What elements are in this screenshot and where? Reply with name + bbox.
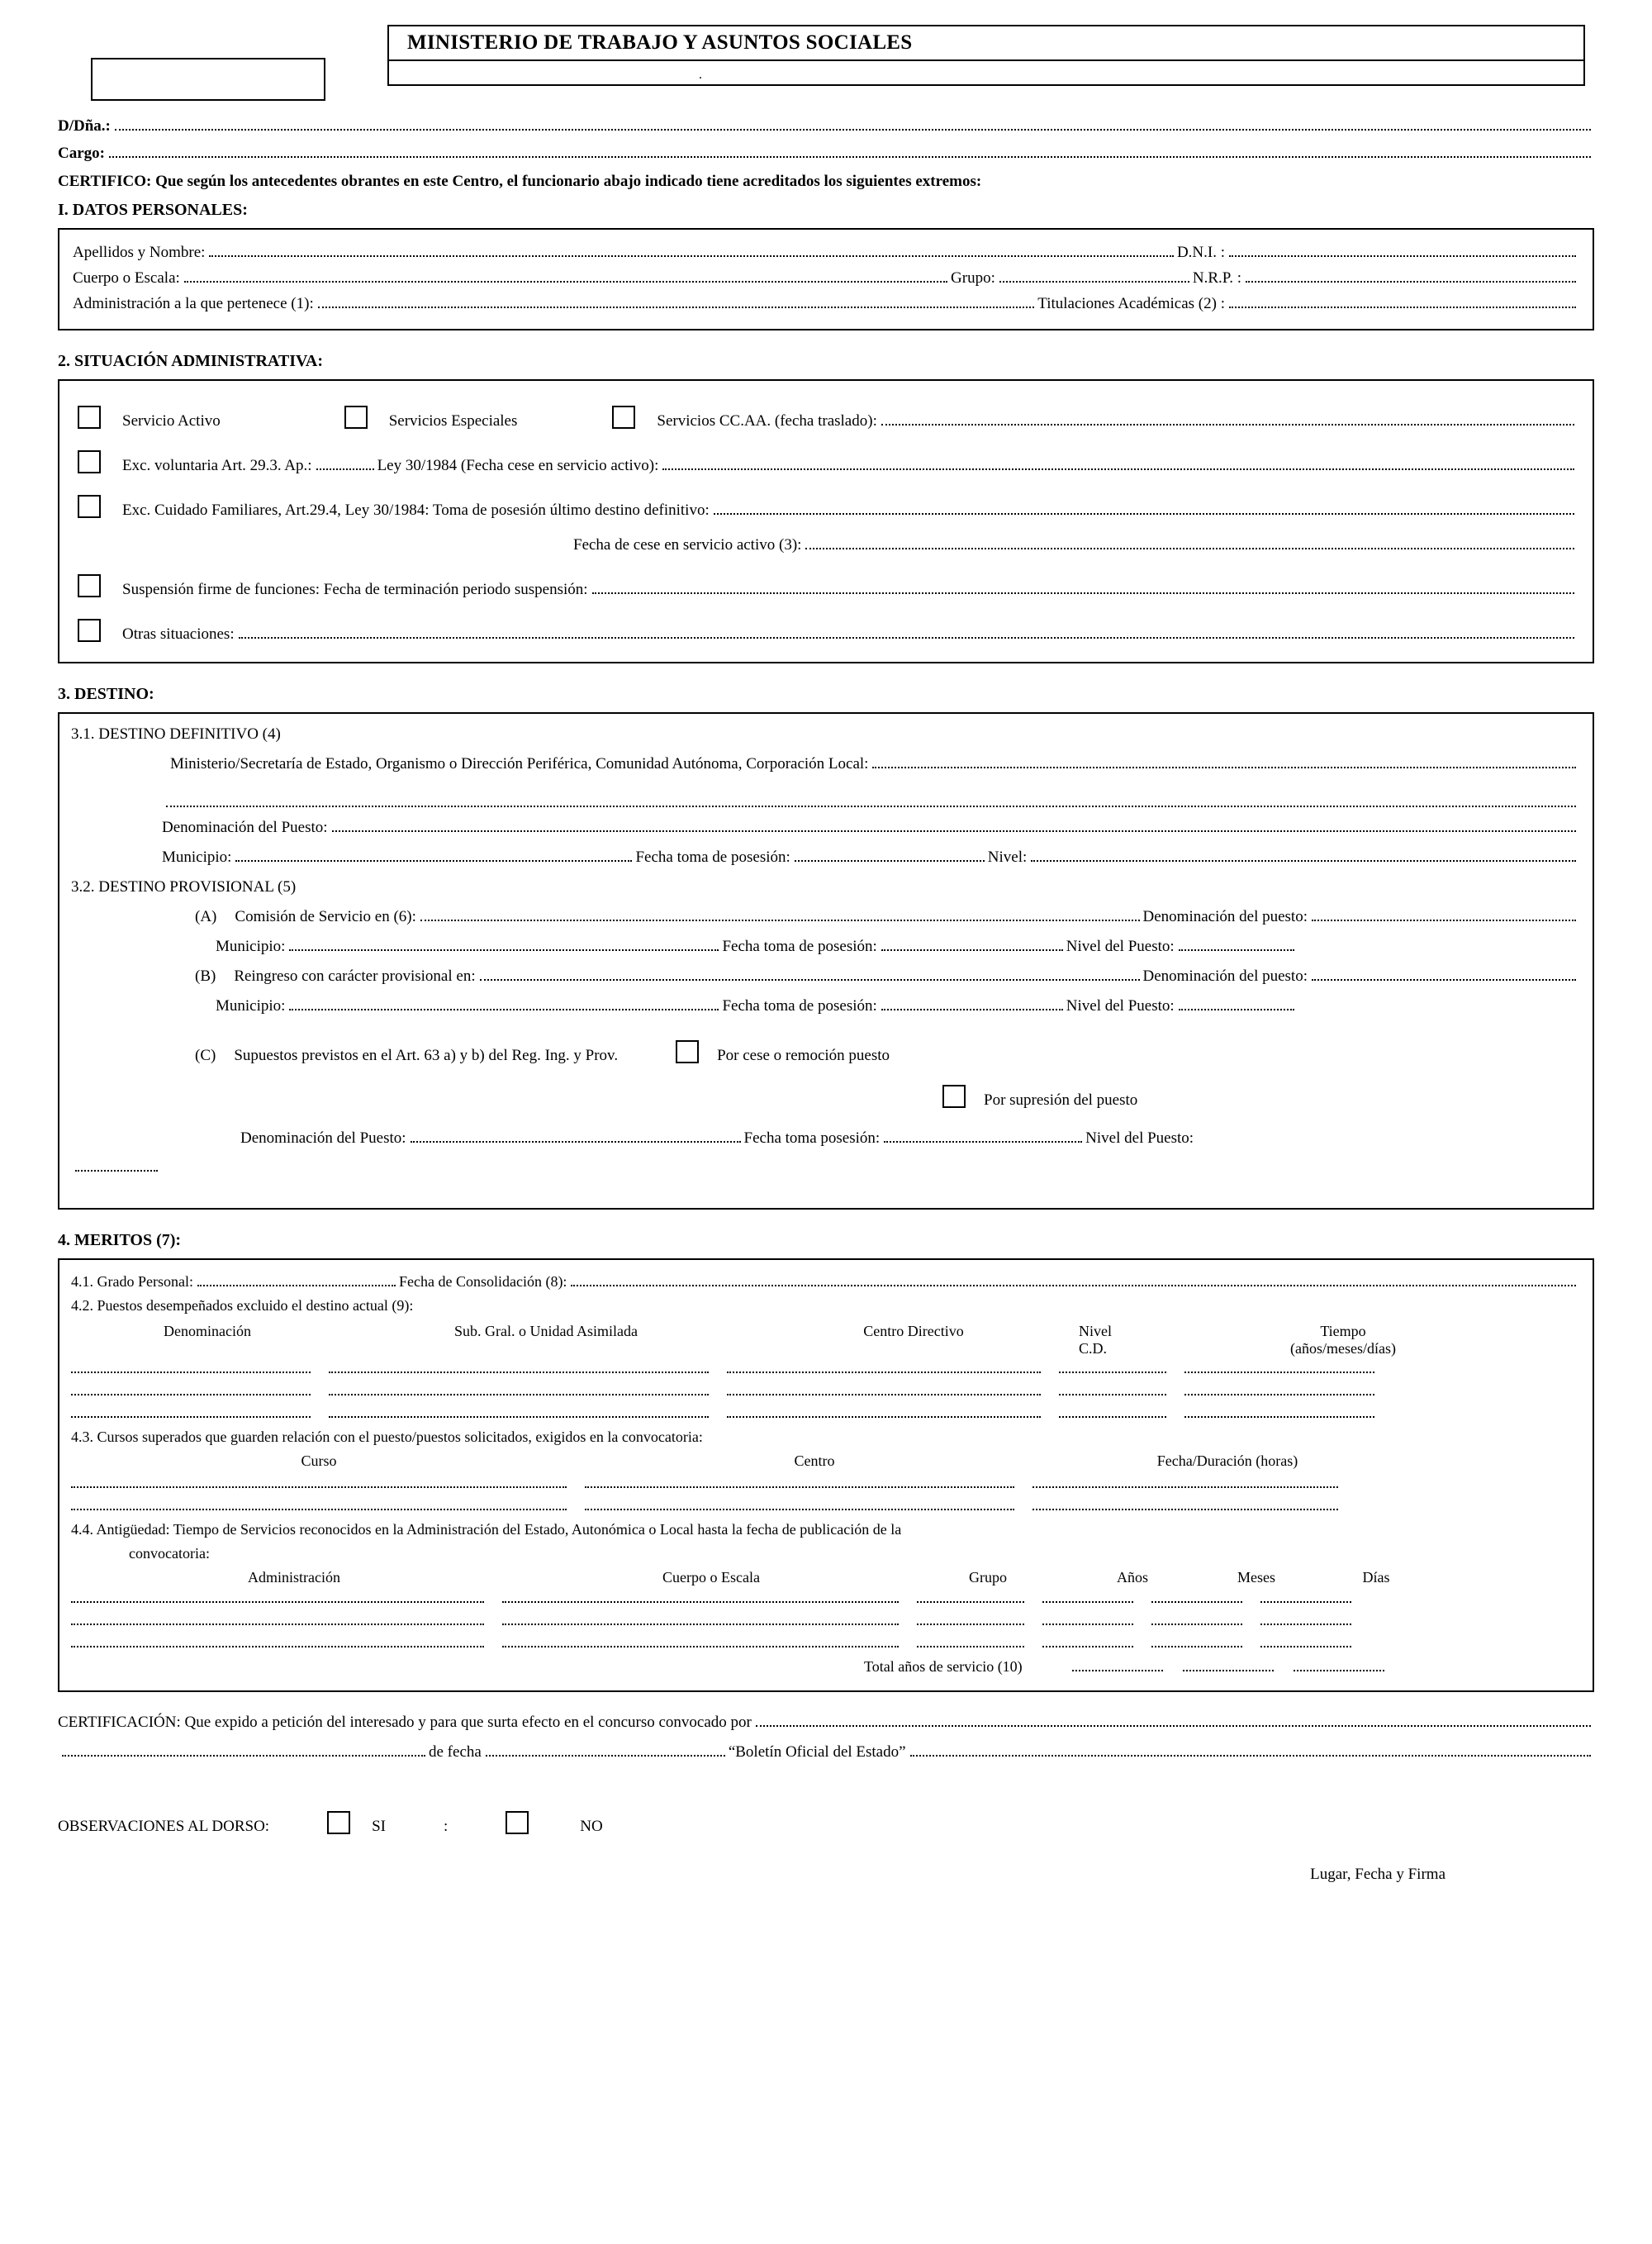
col-denominacion: Denominación (164, 1323, 251, 1339)
col-tiempo-l2: (años/meses/días) (1290, 1339, 1396, 1357)
label-exc-voluntaria: Exc. voluntaria Art. 29.3. Ap.: (122, 457, 312, 474)
cell-meses[interactable] (1151, 1591, 1242, 1603)
cell-denominacion[interactable] (71, 1406, 311, 1418)
administracion-label: Administración a la que pertenece (1): (73, 295, 314, 312)
administracion-row (73, 295, 1579, 313)
col-nivel-cd (1079, 1323, 1227, 1357)
meritos-44-label: 4.4. Antigüedad: Tiempo de Servicios reconocidos en la Administración del Estado, Autonómica o Local hasta la fecha de publicación de la (71, 1521, 902, 1538)
de-fecha-label: de fecha (429, 1743, 482, 1761)
checkbox-exc-cuidado[interactable] (78, 495, 101, 518)
destino-32b-municipio-row (71, 997, 1579, 1015)
col-fecha-duracion: Fecha/Duración (horas) (1156, 1452, 1298, 1470)
destino-32a-fecha-input[interactable] (881, 939, 1063, 951)
destino-32a-denominacion-input[interactable] (1312, 909, 1576, 921)
destino-31-municipio-row (71, 849, 1579, 867)
meritos-total-label: Total años de servicio (10) (864, 1658, 1023, 1676)
destino-32a-row (71, 908, 1579, 926)
ministry-title-box (387, 25, 1585, 61)
checkbox-otras-situaciones[interactable] (78, 619, 101, 642)
destino-32c-denominacion-row (71, 1129, 1579, 1148)
checkbox-exc-voluntaria[interactable] (78, 450, 101, 473)
meritos-44-row-1[interactable] (71, 1591, 1579, 1603)
nrp-input[interactable] (1246, 270, 1576, 283)
meritos-42-row-3[interactable] (71, 1406, 1579, 1418)
section-destino-title: 3. DESTINO: (58, 685, 154, 703)
cell-nivel-cd[interactable] (1059, 1362, 1166, 1373)
servicios-ccaa-input[interactable] (881, 413, 1574, 426)
cell-dias[interactable] (1260, 1636, 1351, 1647)
ddna-label: D/Dña.: (58, 117, 111, 135)
meritos-44-label2: convocatoria: (129, 1545, 210, 1562)
destino-32b-text: Reingreso con carácter provisional en: (234, 967, 476, 985)
destino-32a-municipio-row (71, 938, 1579, 956)
meritos-42-colheaders (71, 1323, 1579, 1357)
checkbox-suspension[interactable] (78, 574, 101, 597)
cell-cuerpo-escala[interactable] (502, 1636, 899, 1647)
destino-31-ministerio-row2 (71, 795, 1579, 807)
destino-32b-input[interactable] (480, 968, 1140, 981)
destino-32a-label: (A) (195, 908, 217, 925)
ministry-title: MINISTERIO DE TRABAJO Y ASUNTOS SOCIALES (407, 31, 913, 54)
label-por-supresion: Por supresión del puesto (984, 1091, 1138, 1109)
boletin-label: “Boletín Oficial del Estado” (728, 1743, 906, 1761)
col-curso: Curso (301, 1452, 337, 1470)
cell-centro-directivo[interactable] (727, 1406, 1041, 1418)
col-centro-directivo: Centro Directivo (863, 1323, 964, 1339)
checkbox-observaciones-no[interactable] (506, 1811, 529, 1834)
meritos-42-label: 4.2. Puestos desempeñados excluido el destino actual (9): (71, 1297, 414, 1314)
col-grupo: Grupo (969, 1569, 1007, 1586)
meritos-41-fecha-input[interactable] (571, 1274, 1576, 1286)
col-subgral: Sub. Gral. o Unidad Asimilada (454, 1323, 638, 1339)
destino-32c-row2 (71, 1082, 1579, 1110)
destino-31-nivel-label: Nivel: (987, 849, 1028, 866)
col-centro: Centro (794, 1452, 835, 1470)
cell-grupo[interactable] (917, 1636, 1024, 1647)
checkbox-servicios-ccaa[interactable] (612, 406, 635, 429)
destino-32a-nivel-input[interactable] (1179, 939, 1294, 951)
cell-tiempo[interactable] (1184, 1362, 1374, 1373)
destino-31-ministerio-row (71, 755, 1579, 773)
ddna-row (58, 117, 1594, 135)
col-tiempo (1227, 1323, 1459, 1357)
situacion-row-6 (78, 616, 1578, 644)
checkbox-observaciones-si[interactable] (327, 1811, 350, 1834)
destino-32c-denominacion-input[interactable] (411, 1130, 741, 1143)
document-header (91, 25, 1594, 99)
destino-31-municipio-input[interactable] (235, 849, 632, 862)
label-servicio-activo: Servicio Activo (122, 412, 221, 430)
label-exc-cuidado: Exc. Cuidado Familiares, Art.29.4, Ley 30/1984: Toma de posesión último destino definitivo: (122, 502, 710, 519)
col-cuerpo-escala: Cuerpo o Escala (662, 1569, 760, 1586)
cuerpo-label: Cuerpo o Escala: (73, 269, 180, 287)
situacion-row-5 (78, 571, 1578, 599)
destino-32a-input[interactable] (420, 909, 1140, 921)
cargo-input[interactable] (109, 145, 1591, 158)
apellidos-label: Apellidos y Nombre: (73, 244, 206, 261)
cargo-label: Cargo: (58, 145, 105, 162)
meritos-41-grado-input[interactable] (197, 1274, 396, 1286)
label-por-cese-remocion: Por cese o remoción puesto (717, 1047, 890, 1064)
otras-situaciones-input[interactable] (239, 626, 1574, 639)
titulaciones-label: Titulaciones Académicas (2) : (1037, 295, 1225, 312)
certificacion-final-label: CERTIFICACIÓN: Que expido a petición del interesado y para que surta efecto en el concurso convocado por (58, 1714, 752, 1732)
label-otras-situaciones: Otras situaciones: (122, 625, 235, 643)
de-fecha-input[interactable] (486, 1744, 725, 1757)
label-servicios-especiales: Servicios Especiales (388, 412, 518, 430)
certifico-text: CERTIFICO: Que según los antecedentes obrantes en este Centro, el funcionario abajo indicado tiene acreditados los siguientes extremos: (58, 173, 982, 190)
destino-31-denominacion-input[interactable] (332, 820, 1576, 832)
destino-32c-nivel-label: Nivel del Puesto: (1085, 1129, 1194, 1147)
destino-31-fecha-label: Fecha toma de posesión: (635, 849, 790, 866)
destino-32c-label: (C) (195, 1047, 216, 1064)
cell-denominacion[interactable] (71, 1362, 311, 1373)
meritos-44-row2 (71, 1545, 1579, 1562)
cuerpo-row (73, 269, 1579, 288)
destino-32c-row (71, 1037, 1579, 1065)
meritos-43-label: 4.3. Cursos superados que guarden relación con el puesto/puestos solicitados, exigidos en la convocatoria: (71, 1429, 703, 1446)
certificacion-final-input[interactable] (756, 1714, 1591, 1727)
col-nivel-cd-l1: Nivel (1079, 1323, 1112, 1339)
fecha-cese-input[interactable] (805, 537, 1574, 549)
cell-subgral[interactable] (329, 1384, 709, 1395)
meritos-43-colheaders (71, 1452, 1579, 1470)
apellidos-row (73, 244, 1579, 262)
destino-32a-text: Comisión de Servicio en (6): (235, 908, 416, 925)
col-administracion: Administración (248, 1569, 340, 1586)
destino-32c-denominacion-label: Denominación del Puesto: (240, 1129, 406, 1147)
section-datos-personales-title: I. DATOS PERSONALES: (58, 201, 248, 219)
meritos-total-dias-input[interactable] (1294, 1659, 1384, 1671)
meritos-44-colheaders (71, 1569, 1579, 1586)
subbox-dot: . (699, 68, 702, 82)
checkbox-servicios-especiales[interactable] (344, 406, 368, 429)
cell-curso[interactable] (71, 1499, 567, 1510)
destino-32a-municipio-label: Municipio: (216, 938, 286, 955)
destino-32a-fecha-label: Fecha toma de posesión: (722, 938, 877, 955)
certificacion-fecha-row (58, 1743, 1594, 1761)
cell-meses[interactable] (1151, 1614, 1242, 1625)
ministry-subbox (387, 61, 1585, 86)
cell-grupo[interactable] (917, 1614, 1024, 1625)
destino-32c-fecha-input[interactable] (884, 1130, 1082, 1143)
cell-denominacion[interactable] (71, 1384, 311, 1395)
label-observaciones-no: NO (580, 1818, 603, 1836)
exc-voluntaria-fecha-input[interactable] (662, 458, 1574, 470)
cell-cuerpo-escala[interactable] (502, 1614, 899, 1625)
destino-31-municipio-label: Municipio: (162, 849, 232, 866)
cell-fecha-duracion[interactable] (1032, 1476, 1338, 1488)
destino-32b-row (71, 967, 1579, 986)
cell-anos[interactable] (1042, 1614, 1133, 1625)
col-tiempo-l1: Tiempo (1320, 1323, 1366, 1339)
destino-32c-trailing-row (71, 1159, 1579, 1172)
checkbox-por-supresion[interactable] (942, 1085, 966, 1108)
col-nivel-cd-l2: C.D. (1079, 1339, 1108, 1357)
cell-centro[interactable] (585, 1499, 1014, 1510)
destino-32c-text: Supuestos previstos en el Art. 63 a) y b) del Reg. Ing. y Prov. (234, 1047, 619, 1064)
meritos-44-row (71, 1521, 1579, 1538)
cell-dias[interactable] (1260, 1614, 1351, 1625)
destino-31-denominacion-label: Denominación del Puesto: (162, 819, 328, 836)
cell-subgral[interactable] (329, 1362, 709, 1373)
meritos-41-fecha-label: Fecha de Consolidación (8): (398, 1273, 567, 1290)
destino-box (58, 712, 1594, 1210)
cell-anos[interactable] (1042, 1591, 1133, 1603)
destino-31-title-row (71, 725, 1579, 744)
meritos-total-meses-input[interactable] (1183, 1659, 1274, 1671)
destino-32c-fecha-label: Fecha toma posesión: (743, 1129, 881, 1147)
destino-32b-label: (B) (195, 967, 216, 985)
dni-input[interactable] (1229, 245, 1576, 257)
cell-centro-directivo[interactable] (727, 1362, 1041, 1373)
checkbox-por-cese-remocion[interactable] (676, 1040, 699, 1063)
cell-dias[interactable] (1260, 1591, 1351, 1603)
destino-32-title-row (71, 878, 1579, 896)
destino-32b-denominacion-input[interactable] (1312, 968, 1576, 981)
destino-32b-fecha-label: Fecha toma de posesión: (722, 997, 877, 1015)
cell-meses[interactable] (1151, 1636, 1242, 1647)
cell-tiempo[interactable] (1184, 1406, 1374, 1418)
meritos-44-row-3[interactable] (71, 1636, 1579, 1647)
destino-32b-denominacion-label: Denominación del puesto: (1142, 967, 1308, 985)
meritos-43-row (71, 1429, 1579, 1446)
apellidos-input[interactable] (209, 245, 1174, 257)
meritos-42-row-1[interactable] (71, 1362, 1579, 1373)
suspension-input[interactable] (592, 582, 1574, 594)
checkbox-servicio-activo[interactable] (78, 406, 101, 429)
logo-box (91, 58, 325, 101)
meritos-total-anos-input[interactable] (1072, 1659, 1163, 1671)
section-meritos-title: 4. MERITOS (7): (58, 1231, 182, 1249)
dni-label: D.N.I. : (1176, 244, 1225, 261)
destino-32b-nivel-label: Nivel del Puesto: (1066, 997, 1175, 1015)
observaciones-row (58, 1808, 1594, 1836)
exc-voluntaria-ap-input[interactable] (316, 458, 374, 470)
cell-anos[interactable] (1042, 1636, 1133, 1647)
destino-31-ministerio-input2[interactable] (166, 795, 1576, 807)
col-dias: Días (1362, 1569, 1390, 1586)
cell-centro-directivo[interactable] (727, 1384, 1041, 1395)
situacion-row-2 (78, 447, 1578, 475)
cell-nivel-cd[interactable] (1059, 1384, 1166, 1395)
cargo-row (58, 145, 1594, 163)
section-situacion-title: 2. SITUACIÓN ADMINISTRATIVA: (58, 352, 323, 370)
destino-31-fecha-input[interactable] (795, 849, 985, 862)
destino-32b-nivel-input[interactable] (1179, 998, 1294, 1010)
lugar-fecha-firma: Lugar, Fecha y Firma (1310, 1866, 1446, 1884)
meritos-total-row (71, 1658, 1579, 1676)
label-suspension: Suspensión firme de funciones: Fecha de terminación periodo suspensión: (122, 581, 588, 598)
cell-nivel-cd[interactable] (1059, 1406, 1166, 1418)
destino-32b-fecha-input[interactable] (881, 998, 1063, 1010)
situacion-row-4 (78, 536, 1578, 554)
observaciones-label: OBSERVACIONES AL DORSO: (58, 1818, 270, 1836)
cell-cuerpo-escala[interactable] (502, 1591, 899, 1603)
cell-administracion[interactable] (71, 1614, 484, 1625)
destino-31-nivel-input[interactable] (1031, 849, 1576, 862)
cell-centro[interactable] (585, 1476, 1014, 1488)
destino-32-title: 3.2. DESTINO PROVISIONAL (5) (71, 878, 297, 896)
situacion-row-1 (78, 402, 1578, 430)
meritos-41-label: 4.1. Grado Personal: (71, 1273, 193, 1290)
cell-curso[interactable] (71, 1476, 567, 1488)
datos-personales-box (58, 228, 1594, 330)
grupo-input[interactable] (999, 270, 1189, 283)
ddna-input[interactable] (115, 118, 1591, 131)
col-anos: Años (1116, 1569, 1148, 1586)
destino-32b-municipio-input[interactable] (289, 998, 719, 1010)
cuerpo-input[interactable] (184, 270, 947, 283)
col-meses: Meses (1237, 1569, 1275, 1586)
destino-32a-nivel-label: Nivel del Puesto: (1066, 938, 1175, 955)
destino-32a-denominacion-label: Denominación del puesto: (1142, 908, 1308, 925)
label-exc-voluntaria-2: Ley 30/1984 (Fecha cese en servicio activo): (377, 457, 659, 474)
certificacion-final-row (58, 1714, 1594, 1732)
destino-32b-municipio-label: Municipio: (216, 997, 286, 1015)
label-observaciones-si: SI (372, 1818, 386, 1836)
meritos-43-row-2[interactable] (71, 1499, 1579, 1510)
cell-grupo[interactable] (917, 1591, 1024, 1603)
boletin-input[interactable] (910, 1744, 1591, 1757)
meritos-42-row-2[interactable] (71, 1384, 1579, 1395)
titulaciones-input[interactable] (1229, 296, 1576, 308)
cell-subgral[interactable] (329, 1406, 709, 1418)
grupo-label: Grupo: (951, 269, 995, 287)
label-fecha-cese: Fecha de cese en servicio activo (3): (573, 536, 802, 554)
observaciones-separator: : (444, 1818, 449, 1836)
destino-31-ministerio-label: Ministerio/Secretaría de Estado, Organismo o Dirección Periférica, Comunidad Autónoma, Corporación Local: (170, 755, 869, 773)
situacion-row-3 (78, 492, 1578, 520)
destino-32c-trailing-input[interactable] (75, 1159, 158, 1172)
meritos-43-row-1[interactable] (71, 1476, 1579, 1488)
administracion-input[interactable] (318, 296, 1035, 308)
meritos-41-row (71, 1273, 1579, 1291)
label-servicios-ccaa: Servicios CC.AA. (fecha traslado): (657, 412, 877, 430)
destino-31-ministerio-input[interactable] (872, 756, 1576, 768)
meritos-42-row (71, 1297, 1579, 1315)
cell-tiempo[interactable] (1184, 1384, 1374, 1395)
nrp-label: N.R.P. : (1192, 269, 1241, 287)
cell-administracion[interactable] (71, 1591, 484, 1603)
destino-32a-municipio-input[interactable] (289, 939, 719, 951)
situacion-box (58, 379, 1594, 663)
certificacion-pre-input[interactable] (62, 1744, 425, 1757)
meritos-44-row-2[interactable] (71, 1614, 1579, 1625)
meritos-box (58, 1258, 1594, 1692)
cell-fecha-duracion[interactable] (1032, 1499, 1338, 1510)
cell-administracion[interactable] (71, 1636, 484, 1647)
exc-cuidado-input[interactable] (714, 502, 1574, 515)
destino-31-title: 3.1. DESTINO DEFINITIVO (4) (71, 725, 281, 743)
destino-31-denominacion-row (71, 819, 1579, 837)
